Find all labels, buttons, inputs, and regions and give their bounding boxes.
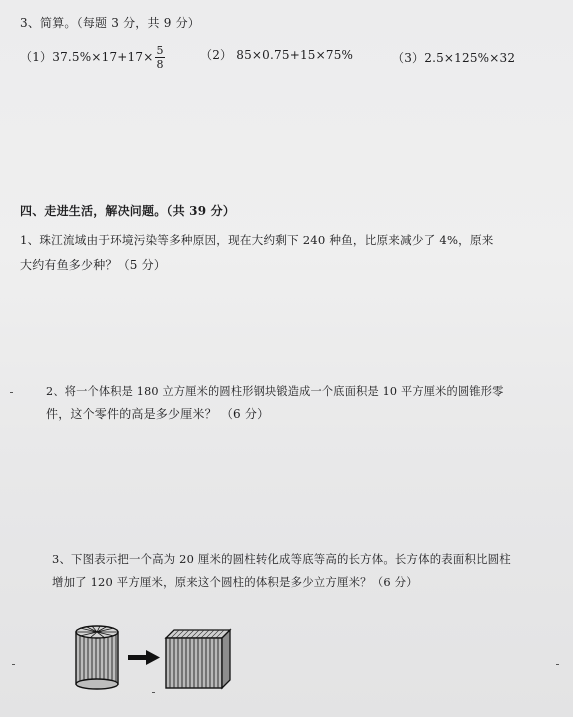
word-problem-2-line-1: 2、将一个体积是 180 立方厘米的圆柱形钢块锻造成一个底面积是 10 平方厘米的圆锥形零 <box>46 385 504 398</box>
margin-mark <box>152 692 155 693</box>
right-arrow-icon <box>128 650 160 665</box>
word-problem-3-line-1: 3、下图表示把一个高为 20 厘米的圆柱转化成等底等高的长方体。长方体的表面积比圆柱 <box>52 552 511 566</box>
problem-3: （3）2.5×125%×32 <box>392 51 516 65</box>
section-3-heading: 3、简算。（每题 3 分，共 9 分） <box>20 16 200 30</box>
fraction <box>155 44 164 71</box>
margin-mark <box>556 664 559 665</box>
margin-mark <box>10 392 13 393</box>
section-4-heading: 四、走进生活，解决问题。（共 39 分） <box>20 204 236 218</box>
problem-1-expression: （1）37.5%×17+17× <box>20 50 154 64</box>
word-problem-3-line-2: 增加了 120 平方厘米，原来这个圆柱的体积是多少立方厘米？（6 分） <box>52 575 418 589</box>
fraction-denominator: 8 <box>156 58 164 71</box>
cylinder-to-cuboid-figure <box>70 622 240 694</box>
word-problem-1-line-1: 1、珠江流域由于环境污染等多种原因，现在大约剩下 240 种鱼，比原来减少了 4%，原来 <box>20 233 494 247</box>
problem-2: （2） 85×0.75+15×75% <box>200 48 354 62</box>
problem-1 <box>20 44 165 71</box>
fraction-numerator: 5 <box>156 44 164 57</box>
word-problem-2-line-2: 件，这个零件的高是多少厘米？ （6 分） <box>46 407 270 421</box>
margin-mark <box>12 664 15 665</box>
word-problem-1-line-2: 大约有鱼多少种？（5 分） <box>20 258 167 272</box>
cuboid-icon <box>166 630 230 688</box>
cylinder-icon <box>76 626 118 689</box>
